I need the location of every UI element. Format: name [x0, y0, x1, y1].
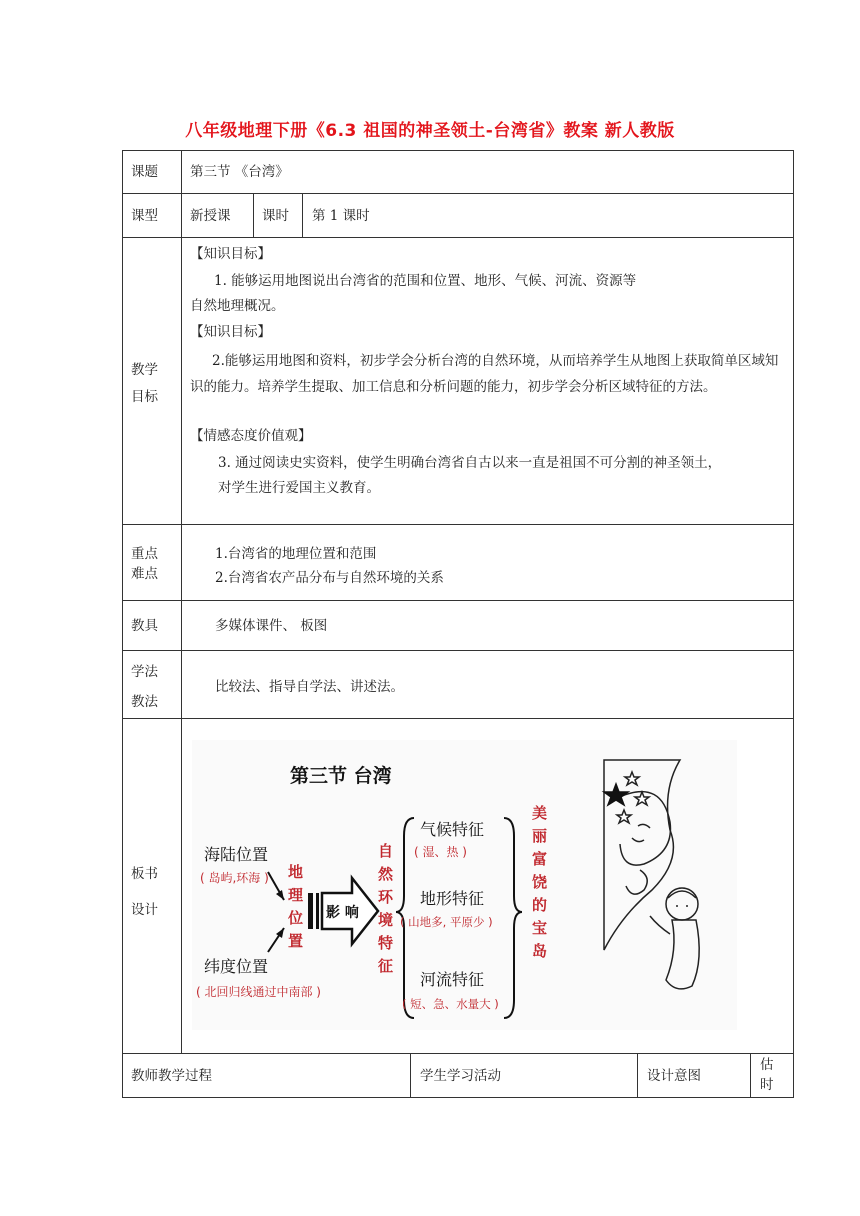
board-heading: 第三节 台湾 — [290, 765, 392, 787]
methods-label-line1: 学法 — [131, 664, 158, 680]
footer-time-line1: 估 — [760, 1057, 774, 1073]
cell-divider — [637, 1053, 638, 1098]
board-island-char: 的 — [532, 896, 548, 914]
board-sea-land: 海陆位置 — [204, 845, 269, 864]
key-label-line2: 难点 — [131, 566, 158, 582]
footer-time-line2: 时 — [760, 1077, 774, 1093]
board-env-char: 境 — [378, 911, 394, 929]
board-env-char: 然 — [378, 865, 394, 883]
cell-divider — [750, 1053, 751, 1098]
cell-divider — [302, 193, 303, 237]
topic-value: 第三节 《台湾》 — [190, 164, 289, 180]
footer-design-intent: 设计意图 — [647, 1068, 701, 1084]
board-geo-char: 置 — [288, 932, 304, 950]
row-divider — [122, 237, 794, 238]
goal-3-line1: 3. 通过阅读史实资料，使学生明确台湾省自古以来一直是祖国不可分割的神圣领土， — [218, 455, 722, 471]
board-river-note: ( 短、急、水量大 ) — [402, 997, 499, 1011]
row-divider — [122, 718, 794, 719]
type-label: 课型 — [131, 208, 158, 224]
board-env-char: 自 — [378, 842, 394, 860]
board-terrain-note: ( 山地多, 平原少 ) — [400, 915, 493, 929]
row-divider — [122, 600, 794, 601]
board-geo-char: 位 — [288, 909, 304, 927]
cell-divider — [410, 1053, 411, 1098]
board-geo-char: 地 — [288, 863, 304, 881]
methods-value: 比较法、指导自学法、讲述法。 — [215, 679, 404, 695]
tools-value: 多媒体课件、 板图 — [215, 618, 328, 634]
document-title: 八年级地理下册《6.3 祖国的神圣领土-台湾省》教案 新人教版 — [185, 121, 675, 141]
board-climate: 气候特征 — [420, 820, 485, 839]
goal-3-line2: 对学生进行爱国主义教育。 — [218, 480, 380, 496]
topic-label: 课题 — [131, 164, 158, 180]
board-label-line2: 设计 — [131, 902, 158, 918]
hours-value: 第 1 课时 — [312, 208, 370, 224]
board-env-char: 征 — [378, 957, 394, 975]
key-point-2: 2.台湾省农产品分布与自然环境的关系 — [215, 570, 444, 586]
board-island-char: 饶 — [532, 873, 548, 891]
goal-2-paragraph: 2.能够运用地图和资料，初步学会分析台湾的自然环境，从而培养学生从地图上获取简单区域知识的能力。培养学生提取、加工信息和分析问题的能力，初步学会分析区域特征的方法。 — [190, 353, 779, 395]
board-island-char: 富 — [532, 850, 548, 868]
board-latitude: 纬度位置 — [204, 957, 269, 976]
footer-student-activity: 学生学习活动 — [420, 1068, 501, 1084]
key-label-line1: 重点 — [131, 546, 158, 562]
key-point-1: 1.台湾省的地理位置和范围 — [215, 546, 377, 562]
goal-heading-knowledge-2: 【知识目标】 — [190, 324, 271, 340]
row-divider — [122, 1053, 794, 1054]
footer-teacher-process: 教师教学过程 — [131, 1068, 212, 1084]
row-divider — [122, 193, 794, 194]
goal-1-line1: 1. 能够运用地图说出台湾省的范围和位置、地形、气候、河流、资源等 — [214, 273, 637, 289]
board-sea-land-note: ( 岛屿,环海 ) — [200, 871, 269, 885]
goal-heading-knowledge: 【知识目标】 — [190, 246, 271, 262]
board-climate-note: ( 湿、热 ) — [414, 845, 467, 859]
board-island-char: 岛 — [532, 942, 548, 960]
tools-label: 教具 — [131, 618, 158, 634]
goals-label-line1: 教学 — [131, 362, 158, 378]
board-river: 河流特征 — [420, 970, 485, 989]
goal-heading-attitude: 【情感态度价值观】 — [190, 428, 312, 444]
row-divider — [122, 524, 794, 525]
board-island-char: 美 — [532, 804, 548, 822]
board-design-diagram — [192, 740, 737, 1030]
goals-label-line2: 目标 — [131, 389, 158, 405]
cell-divider — [253, 193, 254, 237]
type-value: 新授课 — [190, 208, 231, 224]
board-geo-char: 理 — [288, 886, 304, 904]
board-env-char: 环 — [378, 888, 394, 906]
board-island-char: 宝 — [532, 919, 548, 937]
methods-label-line2: 教法 — [131, 694, 158, 710]
hours-label: 课时 — [262, 208, 289, 224]
board-latitude-note: ( 北回归线通过中南部 ) — [196, 985, 321, 999]
board-terrain: 地形特征 — [420, 889, 485, 908]
board-label-line1: 板书 — [131, 866, 158, 882]
row-divider — [122, 650, 794, 651]
goal-1-line2: 自然地理概况。 — [190, 298, 285, 314]
board-island-char: 丽 — [532, 827, 548, 845]
label-column-divider — [181, 150, 182, 1053]
board-influence-label: 影 响 — [326, 905, 359, 921]
board-env-char: 特 — [378, 934, 394, 952]
